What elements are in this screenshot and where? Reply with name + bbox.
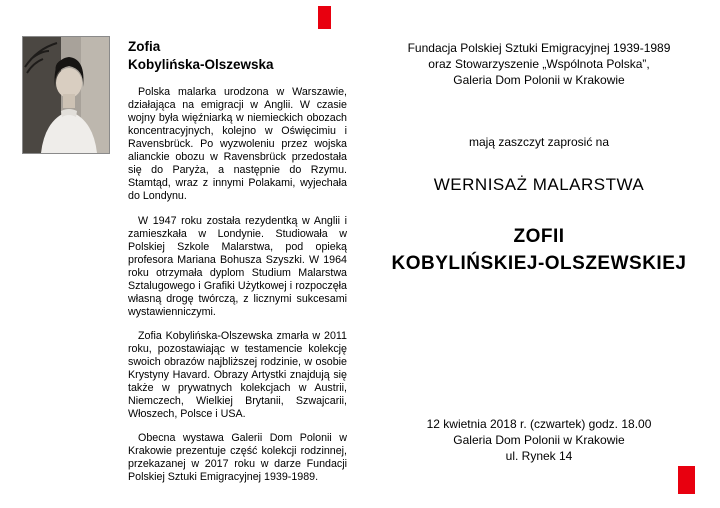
bio-paragraph-2: W 1947 roku została rezydentką w Anglii i zamieszkała w Londynie. Studiowała w Polskiej Szkole Malarstwa, pod opieką profesora Mariana Bohusza Szyszki. W 1964 roku otrzymała dyplom Studium Malarstwa Sztalugowego i Grafiki Użytkowej i rozpoczęła własną drogę twórczą, z licznymi sukcesami wystawienniczymi. bbox=[128, 214, 347, 318]
event-venue: Galeria Dom Polonii w Krakowie bbox=[453, 433, 625, 448]
red-mark-bottom-icon bbox=[678, 466, 695, 494]
organizer-line-3: Galeria Dom Polonii w Krakowie bbox=[453, 73, 625, 88]
invitation-intro: mają zaszczyt zaprosić na bbox=[468, 134, 610, 149]
bio-panel bbox=[128, 38, 347, 495]
bio-paragraph-4: Obecna wystawa Galerii Dom Polonii w Krakowie prezentuje część kolekcji rodzinnej, przekazanej w 2017 roku w darze Fundacji Polskiej Sztuki Emigracyjnej 1939-1989. bbox=[128, 432, 347, 484]
invitation-panel bbox=[368, 40, 710, 278]
artist-last-name: Kobylińska-Olszewska bbox=[128, 56, 274, 72]
event-title: WERNISAŻ MALARSTWA bbox=[433, 174, 645, 194]
bio-paragraph-1: Polska malarka urodzona w Warszawie, działająca na emigracji w Anglii. W czasie wojny była więźniarką w niemieckich obozach koncentracyjnych, kolejno w Oświęcimiu i Ravensbrück. Po wyzwoleniu przez wojska alianckie obozu w Ravensbrück przedostała się do Paryża, a następnie do Rzymu. Stamtąd, wraz z innymi Polakami, wyjechała do Londynu. bbox=[128, 86, 347, 203]
event-artist-name-line-1: ZOFII bbox=[513, 225, 565, 247]
artist-name-heading bbox=[128, 38, 347, 73]
red-mark-top-icon bbox=[318, 6, 331, 29]
event-details bbox=[368, 416, 710, 465]
artist-photo bbox=[22, 36, 110, 154]
event-date: 12 kwietnia 2018 r. (czwartek) godz. 18.00 bbox=[426, 417, 652, 431]
event-artist-name-line-2: KOBYLIŃSKIEJ-OLSZEWSKIEJ bbox=[391, 253, 687, 275]
organizer-line-2: oraz Stowarzyszenie „Wspólnota Polska”, bbox=[428, 57, 650, 72]
organizer-line-1: Fundacja Polskiej Sztuki Emigracyjnej 1939-1989 bbox=[407, 41, 671, 55]
portrait-photo-icon bbox=[23, 37, 109, 153]
event-artist-name bbox=[368, 223, 710, 278]
event-address: ul. Rynek 14 bbox=[505, 449, 573, 464]
artist-first-name: Zofia bbox=[128, 39, 161, 54]
bio-paragraph-3: Zofia Kobylińska-Olszewska zmarła w 2011 roku, pozostawiając w testamencie kolekcję swoich obrazów najbliższej rodzinie, w osobie Krystyny Havard. Obrazy Artystki znajdują się także w prywatnych kolekcjach w Austrii, Niemczech, Wielkiej Brytanii, Szwajcarii, Włoszech, Polsce i USA. bbox=[128, 329, 347, 421]
